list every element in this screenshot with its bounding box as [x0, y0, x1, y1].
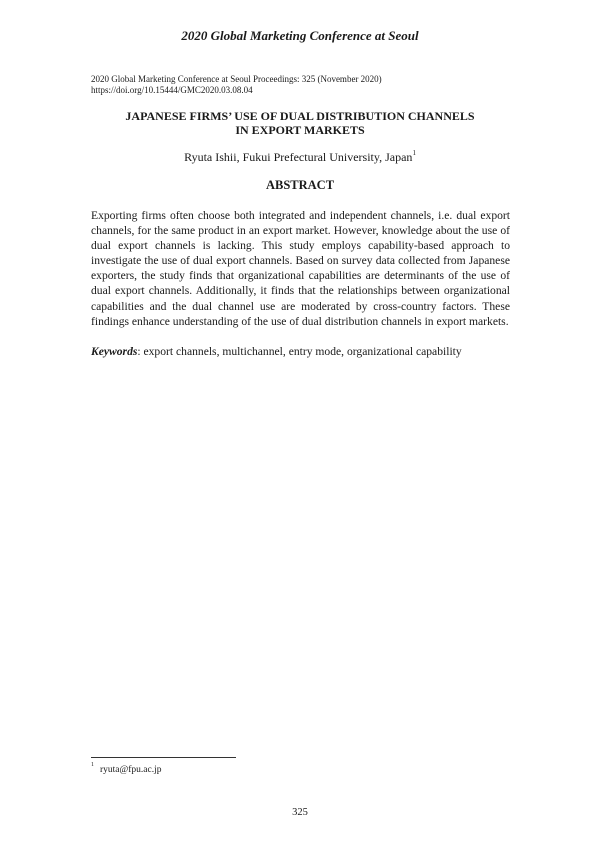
proceedings-info [91, 74, 511, 96]
footnote-divider [91, 757, 236, 758]
keywords-line [91, 344, 510, 359]
page-number: 325 [292, 807, 308, 818]
doi-link[interactable]: https://doi.org/10.15444/GMC2020.03.08.04 [91, 85, 253, 95]
footnote [91, 764, 162, 775]
abstract-body: Exporting firms often choose both integrated and independent channels, i.e. dual export channels, for the same product in an export market. However, knowledge about the use of dual export channels is lacking. This study employs capability-based approach to investigate the use of dual export channels. Based on survey data collected from Japanese exporters, the study finds that organizational capabilities are determinants of the use of dual export channels. Additionally, it finds that the relationships between organizational capabilities and the dual channel use are moderated by cross-country factors. These findings enhance understanding of the use of dual distribution channels in export markets. [91, 209, 510, 328]
author-affiliation [0, 150, 600, 165]
paper-title [0, 109, 600, 137]
conference-running-header: 2020 Global Marketing Conference at Seoul [181, 28, 419, 43]
paper-title-line-2: IN EXPORT MARKETS [235, 123, 365, 137]
author-footnote-mark: 1 [412, 149, 416, 157]
footnote-email: ryuta@fpu.ac.jp [100, 765, 162, 776]
keywords-label: Keywords [91, 345, 138, 358]
abstract-heading: ABSTRACT [265, 178, 335, 192]
keywords-text: : export channels, multichannel, entry mode, organizational capability [137, 345, 462, 358]
paper-title-line-1: JAPANESE FIRMS’ USE OF DUAL DISTRIBUTION CHANNELS [125, 109, 475, 123]
proceedings-citation: 2020 Global Marketing Conference at Seoul Proceedings: 325 (November 2020) [91, 74, 382, 84]
author-text: Ryuta Ishii, Fukui Prefectural University, Japan [184, 150, 413, 164]
footnote-mark: 1 [91, 762, 94, 768]
